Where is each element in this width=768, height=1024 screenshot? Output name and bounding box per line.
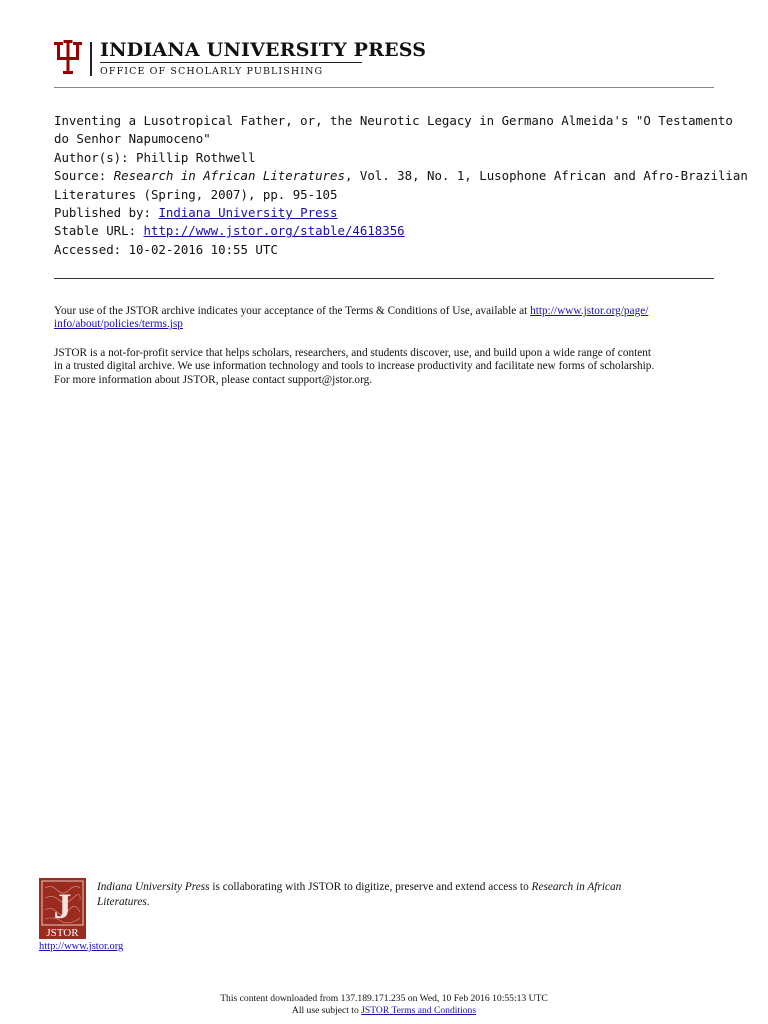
collaboration-text: is collaborating with JSTOR to digitize, preserve and extend access to <box>209 881 532 893</box>
stable-url-link[interactable]: http://www.jstor.org/stable/4618356 <box>143 223 405 239</box>
indiana-university-trident-icon <box>54 40 82 76</box>
article-source <box>54 167 748 185</box>
jstor-info-paragraph <box>54 347 719 387</box>
collaboration-journal-part-1: Research in African <box>531 881 622 893</box>
header-divider <box>90 42 92 76</box>
citation-block <box>54 112 748 259</box>
terms-line-2 <box>54 318 719 331</box>
jstor-info-line-3: For more information about JSTOR, please contact support@jstor.org. <box>54 373 373 386</box>
collaboration-line-1 <box>97 880 697 895</box>
terms-link-part-2[interactable]: info/about/policies/terms.jsp <box>54 318 183 331</box>
article-stable-url <box>54 222 719 240</box>
terms-footer-line <box>0 1005 768 1017</box>
jstor-home-link[interactable]: http://www.jstor.org <box>39 941 124 952</box>
jstor-info-line-2: in a trusted digital archive. We use information technology and tools to increase productivity and facilitate new forms of scholarship. <box>54 360 655 373</box>
download-info: This content downloaded from 137.189.171.235 on Wed, 10 Feb 2016 10:55:13 UTC <box>220 993 548 1004</box>
citation-rule <box>54 278 714 279</box>
collaboration-journal-part-2: Literatures <box>97 895 147 908</box>
press-name-rule <box>100 62 362 63</box>
terms-line-1 <box>54 305 719 318</box>
collaboration-notice <box>97 880 697 909</box>
stable-url-label: Stable URL: <box>54 223 144 239</box>
collaboration-period: . <box>146 895 150 908</box>
source-label: Source: <box>54 168 114 184</box>
collaboration-publisher: Indiana University Press <box>97 881 210 893</box>
terms-paragraph <box>54 305 719 332</box>
download-footer <box>0 993 768 1017</box>
collaboration-line-2 <box>97 895 697 910</box>
publisher-label: Published by: <box>54 205 159 221</box>
svg-text:JSTOR: JSTOR <box>46 927 79 939</box>
svg-text:J: J <box>53 886 72 926</box>
publisher-link[interactable]: Indiana University Press <box>158 205 338 221</box>
article-source-line-2: Literatures (Spring, 2007), pp. 95-105 <box>54 186 338 202</box>
jstor-info-line-1: JSTOR is a not-for-profit service that helps scholars, researchers, and students discover, use, and build upon a wide range of content <box>54 347 652 359</box>
article-authors: Author(s): Phillip Rothwell <box>54 149 256 165</box>
press-subtitle: OFFICE OF SCHOLARLY PUBLISHING <box>100 66 324 77</box>
press-name: INDIANA UNIVERSITY PRESS <box>100 39 427 61</box>
article-accessed: Accessed: 10-02-2016 10:55 UTC <box>54 241 278 257</box>
source-details: , Vol. 38, No. 1, Lusophone African and Afro-Brazilian <box>344 168 748 184</box>
terms-footer-prefix: All use subject to <box>291 1005 362 1016</box>
terms-text: Your use of the JSTOR archive indicates your acceptance of the Terms & Conditions of Use, available at <box>54 305 531 317</box>
terms-link-part-1[interactable]: http://www.jstor.org/page/ <box>530 305 649 317</box>
article-title-line-2: do Senhor Napumoceno" <box>54 131 211 147</box>
header-rule <box>54 87 714 88</box>
article-title-line-1: Inventing a Lusotropical Father, or, the Neurotic Legacy in Germano Almeida's "O Testamento <box>54 113 733 128</box>
article-publisher <box>54 204 719 222</box>
source-journal: Research in African Literatures <box>113 168 345 184</box>
jstor-terms-link[interactable]: JSTOR Terms and Conditions <box>361 1005 477 1016</box>
jstor-logo-icon <box>39 878 86 939</box>
